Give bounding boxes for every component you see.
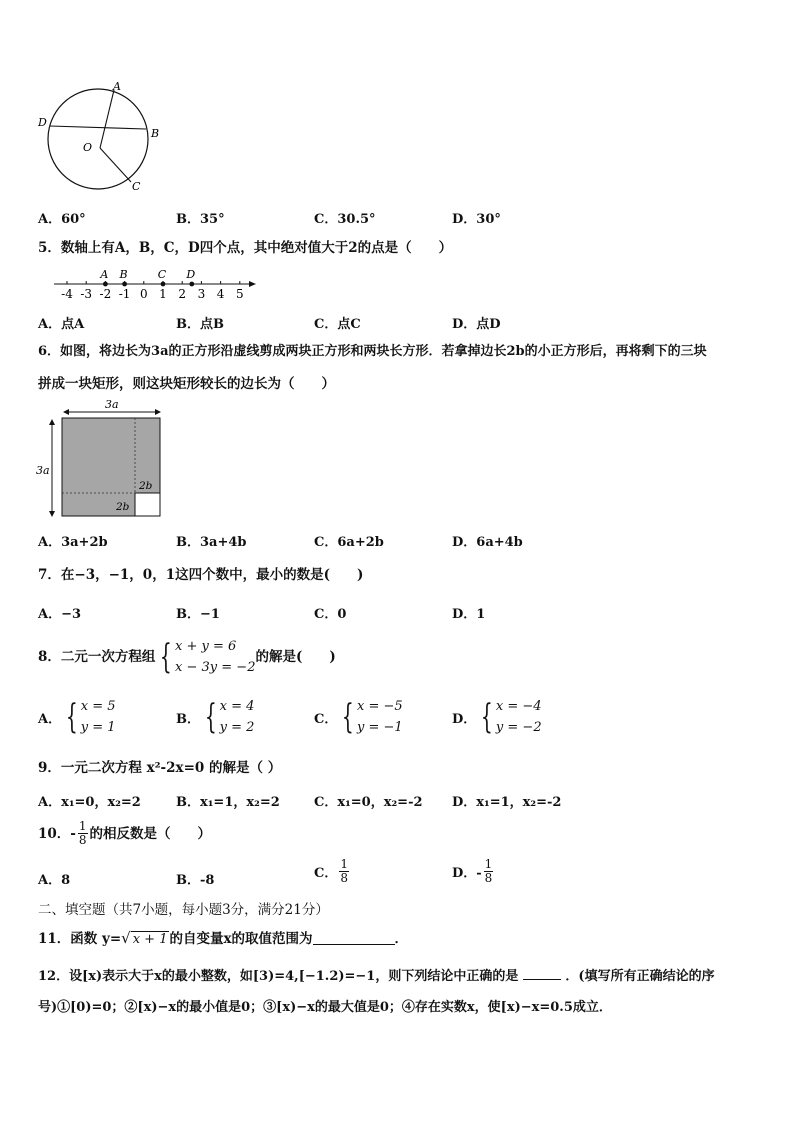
segment-oa — [100, 90, 114, 148]
q5-option-b[interactable]: B．点B — [176, 317, 224, 332]
q9-option-b[interactable]: B．x₁=1，x₂=2 — [176, 795, 280, 810]
q12-line1-suffix: ．(填写所有正确结论的序 — [565, 969, 715, 984]
q8-stem — [38, 636, 336, 678]
point-label: C — [157, 268, 167, 281]
q8-option-a-line1: x = 5 — [80, 699, 116, 714]
tick-label: -1 — [118, 287, 131, 301]
q11-prefix: 11．函数 y= — [38, 930, 122, 947]
point-dot — [189, 282, 194, 287]
tick-label: 5 — [235, 287, 244, 301]
removed-small-square — [135, 493, 160, 516]
q8-option-c-line1: x = −5 — [357, 699, 403, 714]
label-d: D — [38, 116, 47, 129]
q10-option-d-numerator: 1 — [484, 857, 493, 871]
q8-option-a-line2: y = 1 — [80, 720, 116, 735]
q10-option-c-numerator: 1 — [340, 857, 348, 871]
q7-option-a[interactable]: A．−3 — [38, 607, 82, 622]
q12-line1 — [38, 967, 715, 985]
tick-label: -2 — [99, 287, 112, 301]
label-o: O — [83, 141, 93, 154]
tick-label: 1 — [159, 287, 167, 301]
q10-option-c-denominator: 8 — [340, 871, 348, 885]
label-b: B — [151, 127, 160, 140]
tick-label: 0 — [139, 287, 148, 301]
q10-denominator: 8 — [78, 833, 87, 847]
point-label: B — [119, 268, 128, 281]
tick-label: -3 — [80, 287, 93, 301]
q10-prefix: 10．- — [38, 825, 76, 842]
tick-label: 3 — [197, 287, 206, 301]
segment-oc — [100, 148, 131, 182]
point-dot — [103, 282, 108, 287]
tick-label: 2 — [178, 287, 187, 301]
q4-option-b[interactable]: B．35° — [176, 212, 225, 227]
left-label: 3a — [36, 464, 50, 477]
chord-db — [50, 126, 146, 129]
circle-outline — [48, 89, 148, 189]
point-label: D — [186, 268, 196, 281]
q7-option-b[interactable]: B．−1 — [176, 607, 220, 622]
q7-stem: 7．在−3，−1，0，1这四个数中，最小的数是( ) — [38, 567, 364, 583]
q10-option-c[interactable] — [314, 858, 351, 885]
q8-option-d-line2: y = −2 — [495, 720, 542, 735]
q8-option-c-label: C． — [314, 711, 338, 727]
point-label: A — [100, 268, 109, 281]
label-a: A — [113, 80, 121, 93]
number-line-arrow — [249, 281, 256, 287]
q10-option-b[interactable]: B．-8 — [176, 873, 215, 888]
q5-option-c[interactable]: C．点C — [314, 317, 361, 332]
q8-option-c-line2: y = −1 — [357, 720, 403, 735]
q8-option-b-label: B． — [176, 711, 200, 727]
q6-option-b[interactable]: B．3a+4b — [176, 535, 247, 550]
q8-option-b-line1: x = 4 — [219, 699, 255, 714]
q11-suffix: 的自变量x的取值范围为 — [169, 930, 313, 947]
q8-option-b-line2: y = 2 — [219, 720, 255, 735]
q12-line1-prefix: 12．设[x)表示大于x的最小整数，如[3)=4,[−1.2)=−1，则下列结论中正确的是 — [38, 969, 519, 984]
q10-option-a[interactable]: A．8 — [38, 873, 71, 888]
square-figure — [32, 396, 172, 522]
q5-option-d[interactable]: D．点D — [452, 317, 501, 332]
q11-end: ． — [394, 930, 409, 947]
q9-stem: 9．一元二次方程 x²-2x=0 的解是（ ） — [38, 760, 282, 776]
label-c: C — [132, 180, 141, 193]
q10-option-d-label: D．- — [452, 866, 482, 881]
q4-option-a[interactable]: A．60° — [38, 212, 86, 227]
q9-option-a[interactable]: A．x₁=0，x₂=2 — [38, 795, 141, 810]
q11-stem — [38, 930, 408, 947]
q8-option-a[interactable]: A． { x = 5 y = 1 — [38, 697, 116, 737]
q8-brace: { — [160, 637, 173, 677]
q11-sqrt: √ x + 1 — [121, 929, 168, 947]
q9-option-c[interactable]: C．x₁=0，x₂=-2 — [314, 795, 423, 810]
circle-figure — [36, 80, 166, 195]
q8-option-a-label: A． — [38, 711, 62, 727]
q8-eq2: x − 3y = −2 — [175, 660, 256, 675]
q6-stem-line2: 拼成一块矩形，则这块矩形较长的边长为（ ） — [38, 376, 335, 392]
q4-option-d[interactable]: D．30° — [452, 212, 501, 227]
q8-option-d[interactable]: D． { x = −4 y = −2 — [452, 697, 542, 737]
q11-answer-blank[interactable] — [313, 932, 395, 945]
q12-line2: 号)①[0)=0；②[x)−x的最小值是0；③[x)−x的最大值是0；④存在实数x，使[x)−x=0.5成立． — [38, 1000, 612, 1015]
q4-option-c[interactable]: C．30.5° — [314, 212, 376, 227]
q6-option-c[interactable]: C．6a+2b — [314, 535, 384, 550]
q5-option-a[interactable]: A．点A — [38, 317, 85, 332]
number-line — [50, 262, 260, 304]
q10-fraction — [78, 820, 88, 847]
q8-suffix: 的解是( ) — [255, 649, 336, 665]
inner-label-top: 2b — [139, 480, 153, 492]
q11-radicand: x + 1 — [132, 932, 168, 947]
point-dot — [122, 282, 127, 287]
section-2-heading: 二、填空题（共7小题，每小题3分，满分21分） — [38, 902, 329, 918]
q8-prefix: 8．二元一次方程组 — [38, 649, 156, 665]
q8-eq1: x + y = 6 — [175, 639, 237, 654]
q10-option-d[interactable] — [452, 858, 495, 885]
tick-label: 4 — [216, 287, 225, 301]
tick-label: -4 — [61, 287, 73, 301]
q10-option-d-fraction — [484, 858, 494, 885]
q10-option-c-label: C． — [314, 866, 338, 881]
q8-option-b[interactable]: B． { x = 4 y = 2 — [176, 697, 255, 737]
q8-option-c[interactable]: C． { x = −5 y = −1 — [314, 697, 403, 737]
q6-option-d[interactable]: D．6a+4b — [452, 535, 523, 550]
q8-option-d-line1: x = −4 — [495, 699, 542, 714]
q10-option-d-denominator: 8 — [484, 871, 493, 885]
q7-option-d[interactable]: D．1 — [452, 607, 486, 622]
q6-option-a[interactable]: A．3a+2b — [38, 535, 108, 550]
q9-option-d[interactable]: D．x₁=1，x₂=-2 — [452, 795, 562, 810]
q10-option-c-fraction — [339, 858, 349, 885]
q10-stem — [38, 820, 211, 847]
q8-option-d-label: D． — [452, 711, 477, 727]
point-dot — [161, 282, 166, 287]
q12-answer-blank[interactable] — [523, 967, 561, 980]
q7-option-c[interactable]: C．0 — [314, 607, 347, 622]
q6-stem-line1: 6．如图，将边长为3a的正方形沿虚线剪成两块正方形和两块长方形．若拿掉边长2b的小正方形后，再将剩下的三块 — [38, 344, 707, 359]
q5-stem: 5．数轴上有A，B，C，D四个点，其中绝对值大于2的点是（ ） — [38, 240, 453, 256]
q10-suffix: 的相反数是（ ） — [89, 825, 212, 842]
q10-numerator: 1 — [78, 819, 87, 833]
inner-label-bottom: 2b — [116, 501, 130, 513]
q8-system — [155, 636, 255, 678]
top-label: 3a — [105, 398, 119, 411]
